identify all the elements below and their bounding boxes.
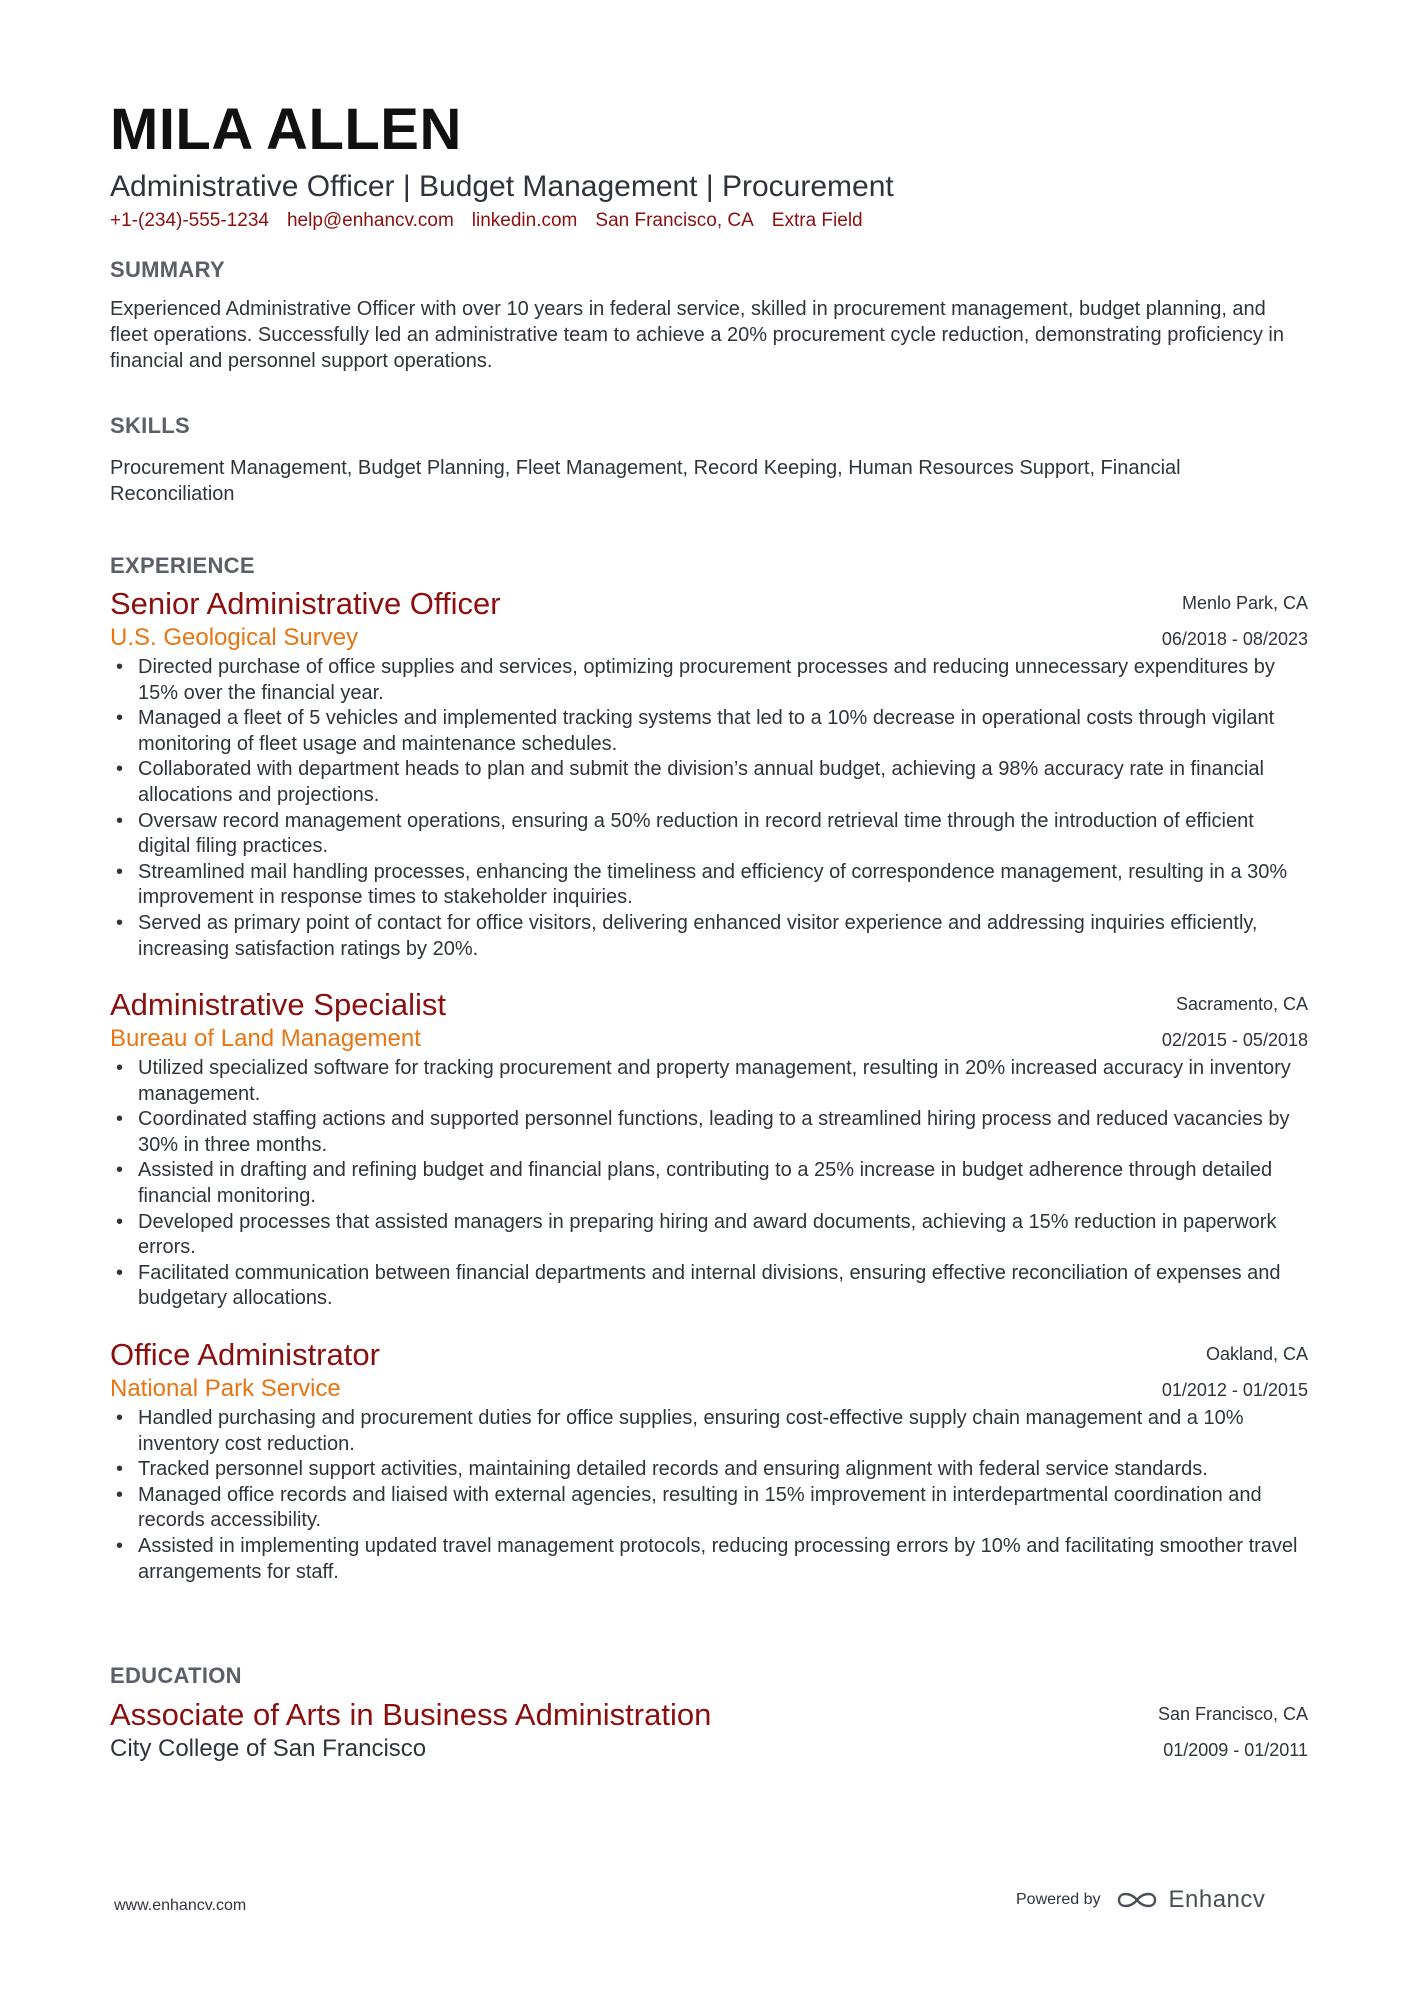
education-item [110, 1696, 1308, 1764]
experience-heading: EXPERIENCE [110, 553, 255, 578]
job-bullets [110, 1056, 1308, 1312]
experience-item [110, 1336, 1308, 1585]
job-title: Administrative Specialist [110, 987, 446, 1022]
enhancv-logo-text: Enhancv [1168, 1886, 1266, 1913]
bullet-item: • Tracked personnel support activities, maintaining detailed records and ensuring alignment with federal service standards. [110, 1457, 1308, 1483]
bullet-item: • Collaborated with department heads to plan and submit the division’s annual budget, achieving a 98% accuracy rate in financial allocations and projections. [110, 757, 1308, 808]
summary-text: Experienced Administrative Officer with over 10 years in federal service, skilled in procurement management, budget planning, and fleet operations. Successfully led an administrative team to achieve a 20% procurement cycle reduction, demonstrating proficiency in financial and personnel support operations. [110, 298, 1284, 372]
education-dates: 01/2009 - 01/2011 [1163, 1740, 1308, 1760]
enhancv-logo-icon [1115, 1887, 1161, 1913]
candidate-headline: Administrative Officer | Budget Management | Procurement [110, 170, 894, 203]
contact-phone[interactable]: +1-(234)-555-1234 [110, 210, 269, 231]
job-bullets [110, 1406, 1308, 1585]
bullet-item: • Managed office records and liaised with external agencies, resulting in 15% improvement in interdepartmental coordination and records accessibility. [110, 1483, 1308, 1534]
job-location: Menlo Park, CA [1181, 593, 1308, 613]
contact-email[interactable]: help@enhancv.com [286, 210, 454, 231]
job-dates: 02/2015 - 05/2018 [1161, 1030, 1308, 1050]
footer-branding [1016, 1886, 1265, 1914]
job-location: Oakland, CA [1205, 1344, 1308, 1364]
bullet-item: • Handled purchasing and procurement duties for office supplies, ensuring cost-effective supply chain management and a 10% inventory cost reduction. [110, 1406, 1308, 1457]
job-dates: 06/2018 - 08/2023 [1161, 629, 1308, 649]
bullet-item: • Assisted in implementing updated travel management protocols, reducing processing errors by 10% and facilitating smoother travel arrangements for staff. [110, 1534, 1308, 1585]
skills-heading: SKILLS [110, 413, 191, 438]
job-title: Office Administrator [110, 1337, 380, 1372]
bullet-item: • Streamlined mail handling processes, enhancing the timeliness and efficiency of correspondence management, resulting in a 30% improvement in response times to stakeholder inquiries. [110, 860, 1308, 911]
summary-section [110, 256, 1308, 374]
contact-extra-field: Extra Field [771, 210, 863, 231]
resume-header [110, 96, 1308, 234]
summary-heading: SUMMARY [110, 257, 225, 282]
job-location: Sacramento, CA [1175, 994, 1308, 1014]
contact-linkedin[interactable]: linkedin.com [471, 210, 578, 231]
contact-row [110, 208, 1308, 234]
bullet-item: • Facilitated communication between financial departments and internal divisions, ensuring effective reconciliation of expenses and budgetary allocations. [110, 1261, 1308, 1312]
bullet-item: • Oversaw record management operations, ensuring a 50% reduction in record retrieval time through the introduction of efficient digital filing practices. [110, 809, 1308, 860]
job-company: National Park Service [110, 1375, 341, 1402]
experience-item [110, 986, 1308, 1312]
bullet-item: • Developed processes that assisted managers in preparing hiring and award documents, achieving a 15% reduction in paperwork errors. [110, 1210, 1308, 1261]
bullet-item: • Managed a fleet of 5 vehicles and implemented tracking systems that led to a 10% decrease in operational costs through vigilant monitoring of fleet usage and maintenance schedules. [110, 706, 1308, 757]
contact-location: San Francisco, CA [595, 210, 754, 231]
job-dates: 01/2012 - 01/2015 [1161, 1380, 1308, 1400]
bullet-item: • Assisted in drafting and refining budget and financial plans, contributing to a 25% increase in budget adherence through detailed financial monitoring. [110, 1158, 1308, 1209]
candidate-name: MILA ALLEN [110, 97, 462, 162]
degree-title: Associate of Arts in Business Administration [110, 1697, 712, 1732]
skills-text: Procurement Management, Budget Planning, Fleet Management, Record Keeping, Human Resources Support, Financial Reconciliation [110, 457, 1181, 505]
job-company: U.S. Geological Survey [110, 624, 359, 651]
skills-section [110, 412, 1308, 507]
education-heading: EDUCATION [110, 1663, 242, 1688]
education-location: San Francisco, CA [1157, 1704, 1308, 1724]
job-company: Bureau of Land Management [110, 1025, 421, 1052]
experience-item [110, 585, 1308, 962]
experience-section [110, 552, 1308, 1583]
job-bullets [110, 655, 1308, 962]
education-section [110, 1662, 1308, 1762]
enhancv-logo[interactable] [1115, 1886, 1266, 1914]
bullet-item: • Utilized specialized software for tracking procurement and property management, resulting in 20% increased accuracy in inventory management. [110, 1056, 1308, 1107]
bullet-item: • Directed purchase of office supplies and services, optimizing procurement processes and reducing unnecessary expenditures by 15% over the financial year. [110, 655, 1308, 706]
school-name: City College of San Francisco [110, 1735, 427, 1762]
bullet-item: • Coordinated staffing actions and supported personnel functions, leading to a streamlined hiring process and reduced vacancies by 30% in three months. [110, 1107, 1308, 1158]
powered-by-label: Powered by [1016, 1891, 1101, 1908]
bullet-item: • Served as primary point of contact for office visitors, delivering enhanced visitor experience and addressing inquiries efficiently, increasing satisfaction ratings by 20%. [110, 911, 1308, 962]
job-title: Senior Administrative Officer [110, 586, 501, 621]
footer-website[interactable]: www.enhancv.com [114, 1897, 247, 1914]
